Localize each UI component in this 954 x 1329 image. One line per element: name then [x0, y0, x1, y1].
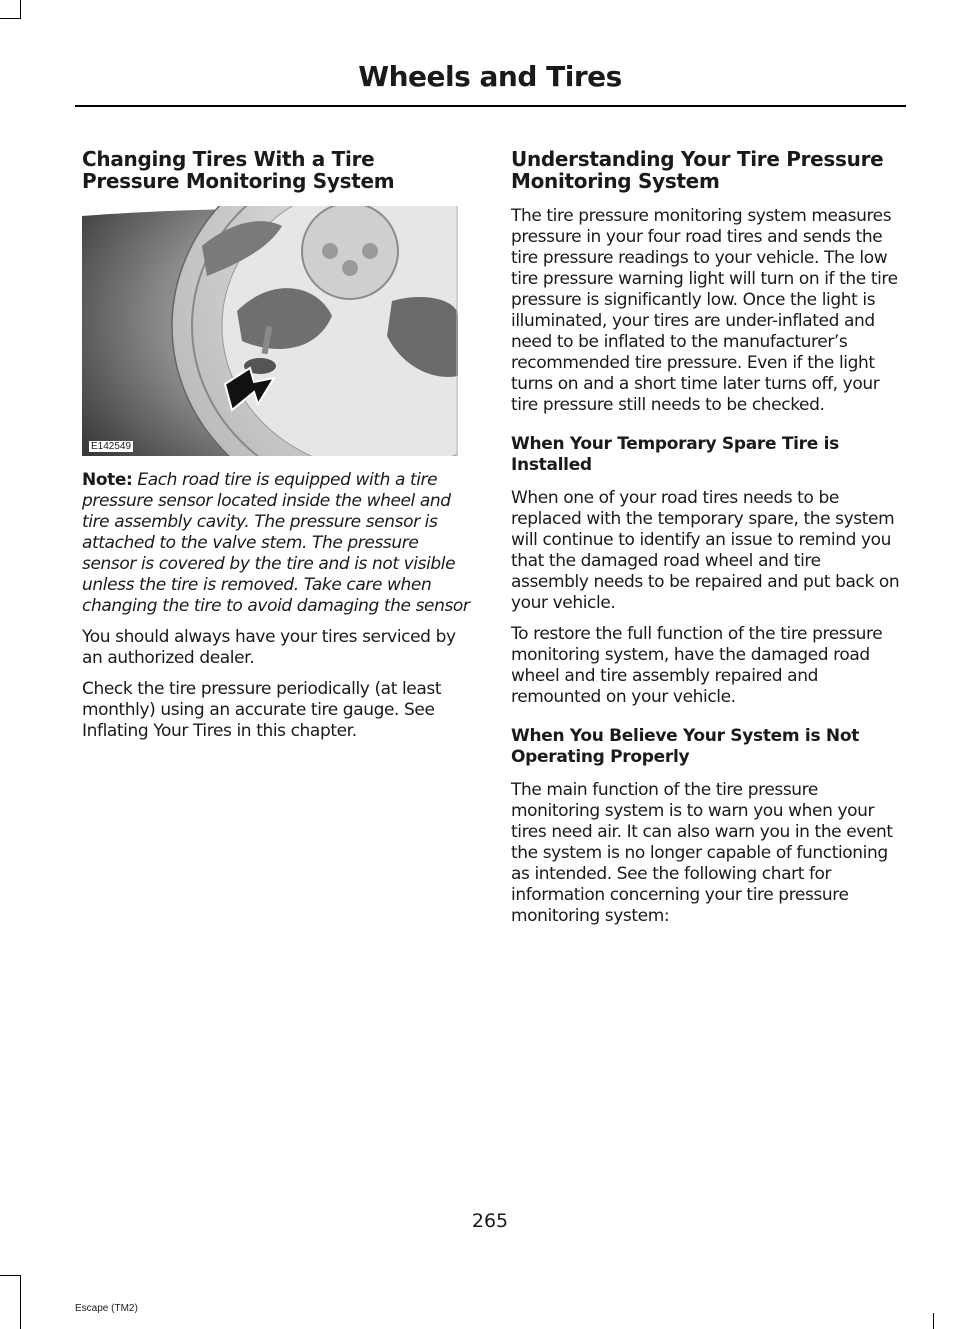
body-paragraph: To restore the full function of the tire pressure monitoring system, have the damaged road wheel and tire assembly repaired and remounted on your vehicle. [511, 624, 883, 707]
tire-valve-figure [82, 206, 458, 456]
body-paragraph: Check the tire pressure periodically (at least monthly) using an accurate tire gauge. See Inflating Your Tires in this chapter. [82, 679, 442, 741]
section-heading: Changing Tires With a Tire Pressure Monitoring System [82, 147, 395, 193]
body-paragraph: You should always have your tires serviced by an authorized dealer. [82, 627, 456, 668]
section-heading: Understanding Your Tire Pressure Monitoring System [511, 147, 884, 193]
right-column [511, 148, 903, 937]
left-column [82, 148, 472, 752]
crop-mark [933, 1313, 934, 1329]
crop-mark [0, 18, 20, 19]
title-rule [75, 105, 906, 107]
note-text: Each road tire is equipped with a tire pressure sensor located inside the wheel and tire assembly cavity. The pressure sensor is attached to the valve stem. The pressure sensor is covered by the tire and is not visible unless the tire is removed. Take care when changing the tire to avoid damaging the sensor [82, 470, 470, 616]
page-title: Wheels and Tires [358, 60, 622, 93]
crop-mark [0, 1275, 20, 1276]
wheel-illustration [82, 206, 458, 456]
body-paragraph: The tire pressure monitoring system measures pressure in your four road tires and sends the tire pressure readings to your vehicle. The low tire pressure warning light will turn on if the tire pressure is significantly low. Once the light is illuminated, your tires are under-inflated and need to be inflated to the manufacturer’s recommended tire pressure. Even if the light turns on and a short time later turns off, your tire pressure still needs to be checked. [511, 206, 898, 415]
body-paragraph: When one of your road tires needs to be replaced with the temporary spare, the system will continue to identify an issue to remind you that the damaged road wheel and tire assembly needs to be repaired and put back on your vehicle. [511, 488, 900, 613]
page-number: 265 [471, 1210, 509, 1232]
crop-mark [20, 0, 21, 19]
note-label: Note: [82, 470, 133, 490]
footer-label: Escape (TM2) [75, 1303, 138, 1314]
subsection-heading: When Your Temporary Spare Tire is Installed [511, 434, 839, 475]
body-paragraph: The main function of the tire pressure monitoring system is to warn you when your tires need air. It can also warn you in the event the system is no longer capable of functioning as intended. See the following chart for information concerning your tire pressure monitoring system: [511, 780, 893, 926]
crop-mark [20, 1275, 21, 1329]
note-paragraph [82, 470, 472, 617]
subsection-heading: When You Believe Your System is Not Operating Properly [511, 726, 860, 767]
figure-id: E142549 [91, 441, 132, 452]
